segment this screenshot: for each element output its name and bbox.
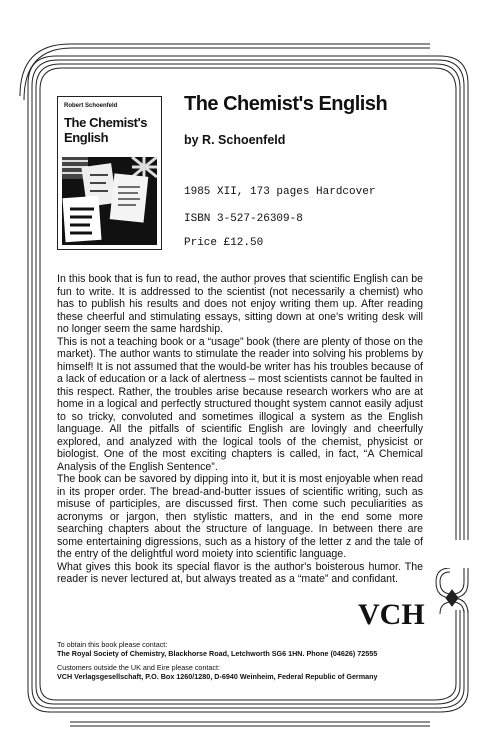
book-description <box>57 273 423 586</box>
contact-uk-address: The Royal Society of Chemistry, Blackhorse Road, Letchworth SG6 1HN. Phone (04626) 72555 <box>57 649 378 658</box>
cover-title-line: The Chemist's <box>64 115 148 130</box>
contact-outside-intro: Customers outside the UK and Eire please contact: <box>57 663 221 672</box>
cover-title-line: English <box>64 130 109 145</box>
description-paragraph: This is not a teaching book or a “usage” book (there are plenty of those on the market). The author wants to stimulate the reader into solving his problems by himself! It is not assumed that the would-be writer has his troubles because of a lack of education or a lack of alertness – most scientists cannot be faulted in this respect. Rather, the troubles arise because research workers who are at home in a logical and perfectly structured thought system cannot easily adjust to so tricky, convoluted and sometimes illogical a system as the English language. All the pitfalls of scientific English are lovingly and cheerfully explored, and analyzed with the logical tools of the chemist, physicist or biologist. One of the most exciting chapters is called, in fact, “A Chemical Analysis of the English Sentence”. <box>57 335 423 473</box>
description-paragraph: In this book that is fun to read, the author proves that scientific English can be fun to write. It is addressed to the scientist (not necessarily a chemist) who has to publish his results and does not enjoy writing them up. After reading these cheerful and stimulating essays, sitting down at one's writing desk will no longer seem the same hardship. <box>57 273 423 335</box>
book-title: The Chemist's English <box>184 93 388 115</box>
book-cover <box>57 96 162 250</box>
vch-logo-text: VCH <box>358 598 425 630</box>
edition-details: 1985 XII, 173 pages Hardcover <box>184 186 376 198</box>
book-author: by R. Schoenfeld <box>184 133 286 147</box>
contact-intro: To obtain this book please contact: <box>57 640 168 649</box>
vch-logo <box>354 568 474 630</box>
description-paragraph: What gives this book its special flavor is the author's boisterous humor. The reader is never lectured at, but always treated as a “mate” and confidant. <box>57 560 423 585</box>
contact-info <box>57 640 437 681</box>
description-paragraph: The book can be savored by dipping into it, but it is most enjoyable when read in its proper order. The bread-and-butter issues of scientific writing, such as misuse of participles, are discussed first. Then come such peculiarities as acronyms or jargon, then stylistic matters, and in the end some more searching chapters about the structure of language. In between there are some entertaining digressions, such as a history of the letter z and the tale of the entry of the delightful word moiety into scientific language. <box>57 473 423 560</box>
price: Price £12.50 <box>184 237 264 249</box>
cover-illustration <box>62 157 157 245</box>
isbn: ISBN 3-527-26309-8 <box>184 213 303 225</box>
cover-author: Robert Schoenfeld <box>64 103 118 109</box>
contact-vch-address: VCH Verlagsgesellschaft, P.O. Box 1260/1280, D-6940 Weinheim, Federal Republic of Germany <box>57 672 378 681</box>
cover-title <box>64 115 159 145</box>
